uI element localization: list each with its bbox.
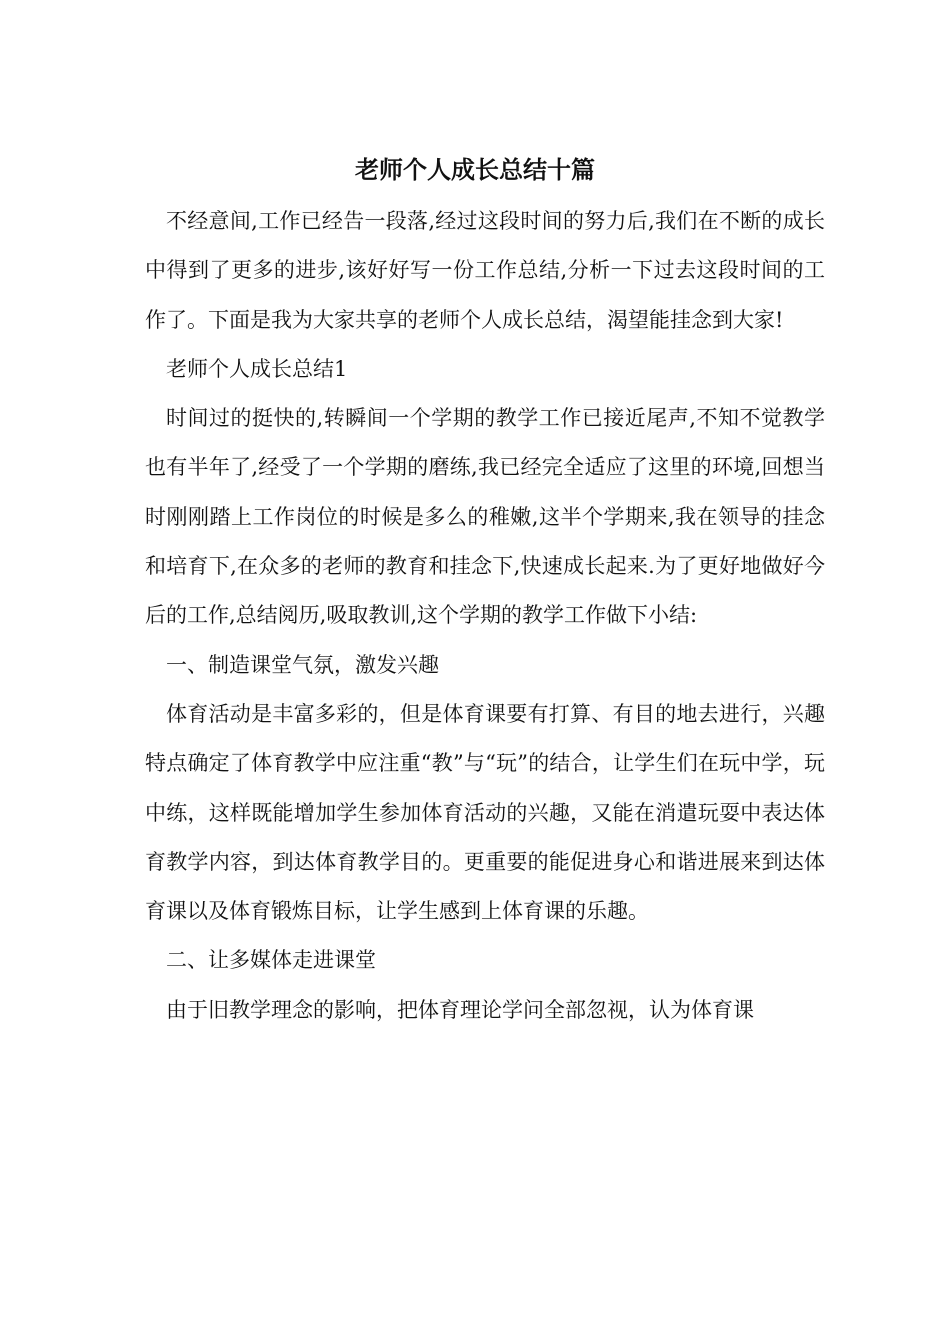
point-1-paragraph: 体育活动是丰富多彩的，但是体育课要有打算、有目的地去进行，兴趣特点确定了体育教学中应注重“教”与“玩”的结合，让学生们在玩中学，玩中练，这样既能增加学生参加体育活动的兴趣，又能在消遣玩耍中表达体育教学内容，到达体育教学目的。更重要的能促进身心和谐进展来到达体育课以及体育锻炼目标，让学生感到上体育课的乐趣。: [145, 701, 825, 924]
document-body: [145, 197, 825, 1035]
point-2-paragraph: 由于旧教学理念的影响，把体育理论学问全部忽视，认为体育课: [166, 997, 754, 1022]
document-title: 老师个人成长总结十篇: [355, 155, 595, 184]
point-heading-2: 二、让多媒体走进课堂: [166, 948, 376, 973]
point-heading-1: 一、制造课堂气氛，激发兴趣: [166, 652, 439, 677]
section-heading-1: 老师个人成长总结1: [166, 356, 348, 381]
section-1-paragraph: 时间过的挺快的,转瞬间一个学期的教学工作已接近尾声,不知不觉教学也有半年了,经受了一个学期的磨练,我已经完全适应了这里的环境,回想当时刚刚踏上工作岗位的时候是多么的稚嫩,这半个学期来,我在领导的挂念和培育下,在众多的老师的教育和挂念下,快速成长起来.为了更好地做好今后的工作,总结阅历,吸取教训,这个学期的教学工作做下小结:: [145, 406, 825, 628]
intro-paragraph: 不经意间,工作已经告一段落,经过这段时间的努力后,我们在不断的成长中得到了更多的进步,该好好写一份工作总结,分析一下过去这段时间的工作了。下面是我为大家共享的老师个人成长总结，渴望能挂念到大家!: [145, 209, 825, 332]
